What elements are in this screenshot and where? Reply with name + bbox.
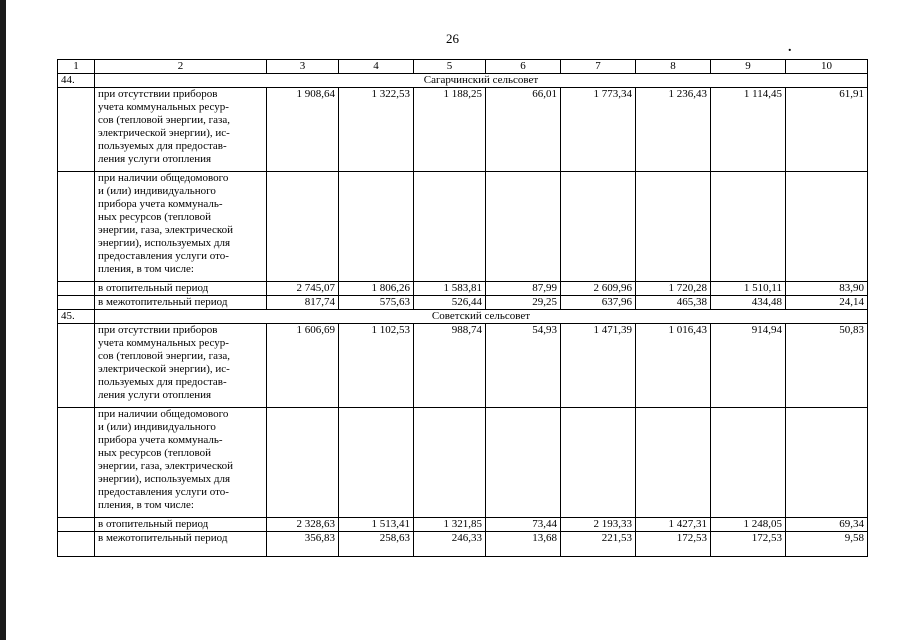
value-cell: 24,14 xyxy=(786,296,868,310)
header-cell: 1 xyxy=(58,60,95,74)
section-number: 44. xyxy=(58,74,95,88)
header-cell: 2 xyxy=(95,60,267,74)
value-cell: 9,58 xyxy=(786,532,868,557)
value-cell: 69,34 xyxy=(786,518,868,532)
value-cell: 172,53 xyxy=(711,532,786,557)
heating-period-label: в отопительный период xyxy=(95,282,267,296)
interheating-period-row xyxy=(58,296,868,310)
value-cell: 1 188,25 xyxy=(414,88,486,172)
value-cell: 465,38 xyxy=(636,296,711,310)
heating-period-row xyxy=(58,518,868,532)
section-title: Сагарчинский сельсовет xyxy=(95,74,868,88)
header-cell: 9 xyxy=(711,60,786,74)
value-cell: 2 745,07 xyxy=(267,282,339,296)
heating-period-label: в отопительный период xyxy=(95,518,267,532)
section-header-row xyxy=(58,310,868,324)
value-cell: 13,68 xyxy=(486,532,561,557)
value-cell: 1 606,69 xyxy=(267,324,339,408)
value-cell: 1 720,28 xyxy=(636,282,711,296)
value-cell: 1 322,53 xyxy=(339,88,414,172)
value-cell: 1 016,43 xyxy=(636,324,711,408)
value-cell: 1 471,39 xyxy=(561,324,636,408)
stray-dot: . xyxy=(788,40,792,55)
value-cell: 1 236,43 xyxy=(636,88,711,172)
value-cell: 817,74 xyxy=(267,296,339,310)
value-cell: 914,94 xyxy=(711,324,786,408)
value-cell: 1 773,34 xyxy=(561,88,636,172)
header-cell: 8 xyxy=(636,60,711,74)
interheating-period-label: в межотопительный период xyxy=(95,532,267,557)
heating-period-row xyxy=(58,282,868,296)
value-cell: 356,83 xyxy=(267,532,339,557)
section-title: Советский сельсовет xyxy=(95,310,868,324)
value-cell: 1 908,64 xyxy=(267,88,339,172)
value-cell: 258,63 xyxy=(339,532,414,557)
value-cell: 575,63 xyxy=(339,296,414,310)
no-meter-description: при отсутствии приборов учета коммунальных ресур- сов (тепловой энергии, газа, электрической энергии), ис- пользуемых для предостав- ления услуги отопления xyxy=(95,88,267,172)
value-cell: 1 583,81 xyxy=(414,282,486,296)
value-cell: 637,96 xyxy=(561,296,636,310)
value-cell: 1 427,31 xyxy=(636,518,711,532)
page-edge-bar xyxy=(0,0,6,640)
page-number: 26 xyxy=(446,31,459,46)
value-cell: 526,44 xyxy=(414,296,486,310)
interheating-period-row xyxy=(58,532,868,557)
value-cell: 1 114,45 xyxy=(711,88,786,172)
value-cell: 172,53 xyxy=(636,532,711,557)
value-cell: 1 321,85 xyxy=(414,518,486,532)
header-cell: 3 xyxy=(267,60,339,74)
tariff-table xyxy=(57,59,868,557)
value-cell: 1 248,05 xyxy=(711,518,786,532)
column-number-row xyxy=(58,60,868,74)
value-cell: 54,93 xyxy=(486,324,561,408)
value-cell: 61,91 xyxy=(786,88,868,172)
with-meter-description: при наличии общедомового и (или) индивидуального прибора учета коммуналь- ных ресурсов (тепловой энергии, газа, электрической энергии), используемых для предоставления услуги ото- пления, в том числе: xyxy=(95,408,267,518)
value-cell: 1 102,53 xyxy=(339,324,414,408)
value-cell: 2 193,33 xyxy=(561,518,636,532)
with-meter-row xyxy=(58,172,868,282)
section-header-row xyxy=(58,74,868,88)
value-cell: 73,44 xyxy=(486,518,561,532)
header-cell: 5 xyxy=(414,60,486,74)
value-cell: 29,25 xyxy=(486,296,561,310)
header-cell: 6 xyxy=(486,60,561,74)
value-cell: 988,74 xyxy=(414,324,486,408)
section-number: 45. xyxy=(58,310,95,324)
value-cell: 1 513,41 xyxy=(339,518,414,532)
value-cell: 1 510,11 xyxy=(711,282,786,296)
value-cell: 2 328,63 xyxy=(267,518,339,532)
value-cell: 87,99 xyxy=(486,282,561,296)
with-meter-description: при наличии общедомового и (или) индивидуального прибора учета коммуналь- ных ресурсов (тепловой энергии, газа, электрической энергии), используемых для предоставления услуги ото- пления, в том числе: xyxy=(95,172,267,282)
no-meter-description: при отсутствии приборов учета коммунальных ресур- сов (тепловой энергии, газа, электрической энергии), ис- пользуемых для предостав- ления услуги отопления xyxy=(95,324,267,408)
value-cell: 1 806,26 xyxy=(339,282,414,296)
no-meter-row xyxy=(58,324,868,408)
value-cell: 221,53 xyxy=(561,532,636,557)
value-cell: 246,33 xyxy=(414,532,486,557)
no-meter-row xyxy=(58,88,868,172)
header-cell: 4 xyxy=(339,60,414,74)
value-cell: 66,01 xyxy=(486,88,561,172)
value-cell: 2 609,96 xyxy=(561,282,636,296)
interheating-period-label: в межотопительный период xyxy=(95,296,267,310)
value-cell: 434,48 xyxy=(711,296,786,310)
header-cell: 7 xyxy=(561,60,636,74)
value-cell: 83,90 xyxy=(786,282,868,296)
header-cell: 10 xyxy=(786,60,868,74)
with-meter-row xyxy=(58,408,868,518)
value-cell: 50,83 xyxy=(786,324,868,408)
